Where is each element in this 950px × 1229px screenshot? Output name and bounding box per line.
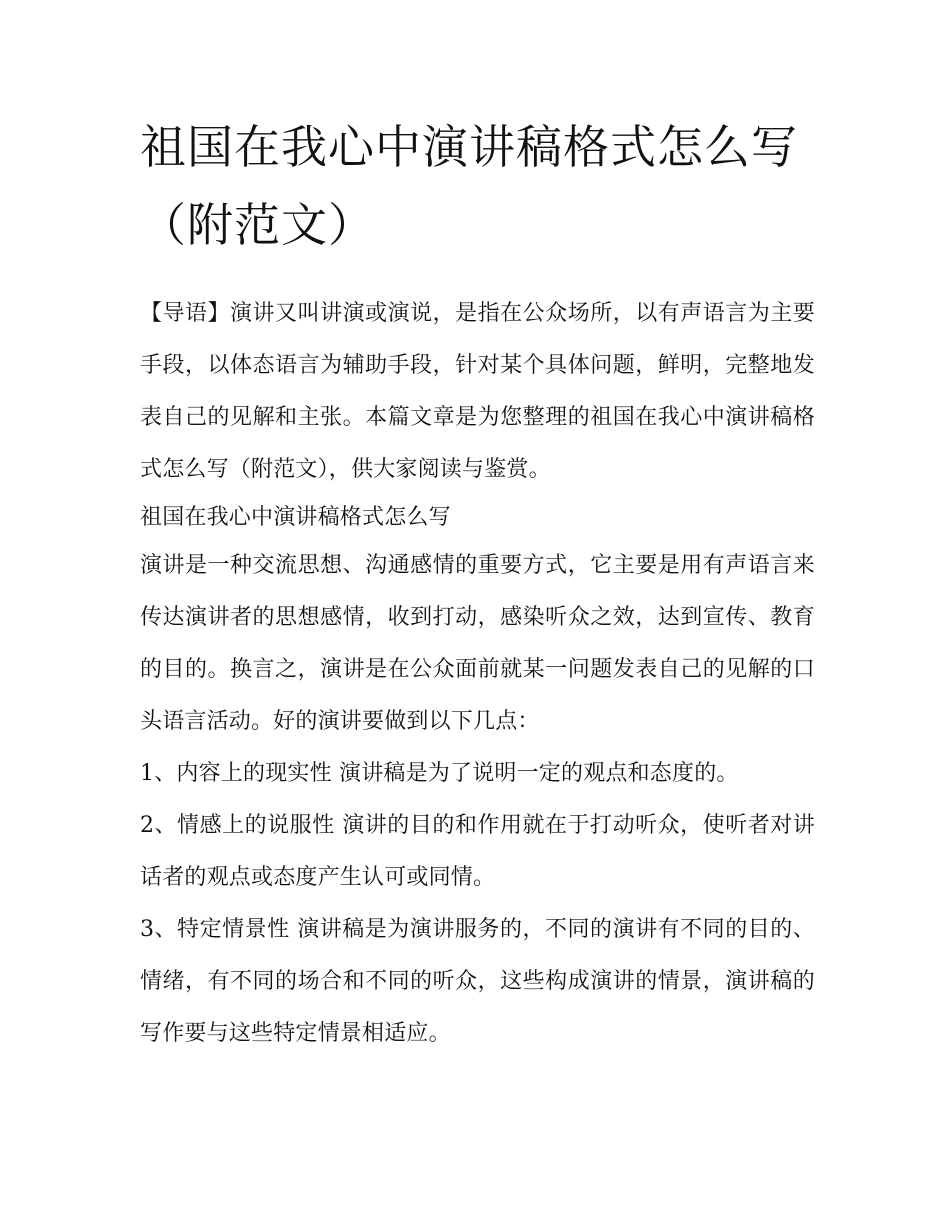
intro-paragraph: 【导语】演讲又叫讲演或演说，是指在公众场所，以有声语言为主要手段，以体态语言为辅助手段，针对某个具体问题，鲜明，完整地发表自己的见解和主张。本篇文章是为您整理的祖国在我心中演讲稿格式怎么写（附范文），供大家阅读与鉴赏。	[140, 301, 815, 482]
list-item-3: 3、特定情景性 演讲稿是为演讲服务的，不同的演讲有不同的目的、情绪，有不同的场合和不同的听众，这些构成演讲的情景，演讲稿的写作要与这些特定情景相适应。	[140, 917, 815, 1046]
section-subtitle: 祖国在我心中演讲稿格式怎么写	[140, 505, 451, 530]
list-item-2: 2、情感上的说服性 演讲的目的和作用就在于打动听众，使听者对讲话者的观点或态度产生认可或同情。	[140, 813, 815, 890]
document-title: 祖国在我心中演讲稿格式怎么写（附范文）	[140, 120, 798, 252]
list-item-1: 1、内容上的现实性 演讲稿是为了说明一定的观点和态度的。	[140, 761, 739, 786]
document-body	[140, 288, 815, 1060]
document-content	[140, 108, 815, 1060]
body-paragraph: 演讲是一种交流思想、沟通感情的重要方式，它主要是用有声语言来传达演讲者的思想感情，收到打动，感染听众之效，达到宣传、教育的目的。换言之，演讲是在公众面前就某一问题发表自己的见解的口头语言活动。好的演讲要做到以下几点：	[140, 553, 815, 734]
